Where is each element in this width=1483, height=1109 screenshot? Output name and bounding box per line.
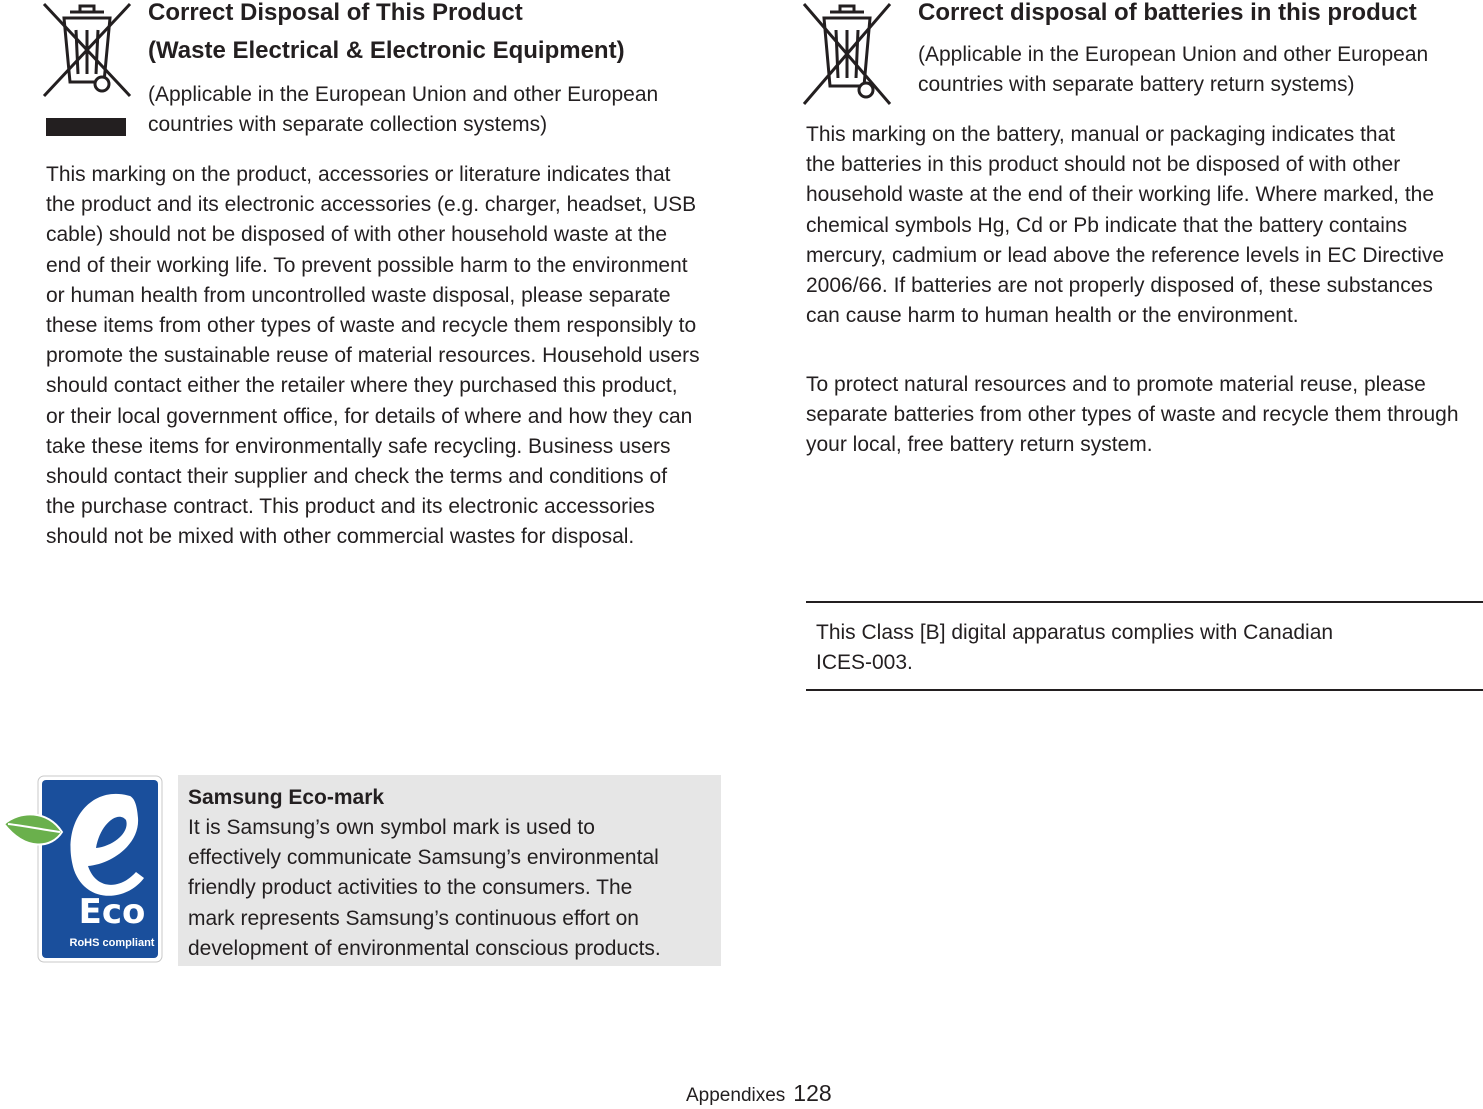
page-footer [686,1080,832,1107]
battery-body-1: This marking on the battery, manual or packaging indicates that the batteries in this product should not be disposed of with other household waste at the end of their working life. Where marked, the chemical symbols Hg, Cd or Pb indicate that the battery contains mercury, cadmium or lead above the reference levels in EC Directive 2006/66. If batteries are not properly disposed of, these substances can cause harm to human health or the environment. [806,123,1445,328]
weee-applicability: (Applicable in the European Union and other European countries with separate collection systems) [148,83,659,136]
canada-bottom-rule [806,689,1483,691]
eco-body: It is Samsung’s own symbol mark is used to effectively communicate Samsung’s environmental friendly product activities to the consumers. The mark represents Samsung’s continuous effort on development of environmental conscious products. [188,816,661,960]
eco-title: Samsung Eco-mark [188,786,385,809]
canada-notice: This Class [B] digital apparatus complies with Canadian ICES-003. [816,621,1334,675]
battery-applicability: (Applicable in the European Union and other European countries with separate battery return systems) [918,43,1429,96]
battery-body-2: To protect natural resources and to promote material reuse, please separate batteries from other types of waste and recycle them through your local, free battery return system. [806,373,1459,457]
battery-title: Correct disposal of batteries in this product [918,0,1417,26]
page-number: 128 [793,1080,832,1106]
canada-top-rule [806,601,1483,603]
weee-title-line1: Correct Disposal of This Product [148,0,523,26]
eco-logo-sub: RoHS compliant [69,937,155,949]
footer-section: Appendixes [686,1085,786,1106]
battery-bin-icon [800,0,896,110]
weee-bin-icon [40,0,136,100]
weee-body: This marking on the product, accessories or literature indicates that the product and its electronic accessories (e.g. charger, headset, USB cable) should not be disposed of with other household waste at the end of their working life. To prevent possible harm to the environment or human health from uncontrolled waste disposal, please separate these items from other types of waste and recycle them responsibly to promote the sustainable reuse of material resources. Household users should contact either the retailer where they purchased this product, or their local government office, for details of where and how they can take these items for environmentally safe recycling. Business users should contact their supplier and check the terms and conditions of the purchase contract. This product and its electronic accessories should not be mixed with other commercial wastes for disposal. [46,163,700,549]
weee-title-line2: (Waste Electrical & Electronic Equipment) [148,37,625,64]
weee-black-bar [46,118,126,136]
eco-logo-word: Eco [78,892,146,932]
